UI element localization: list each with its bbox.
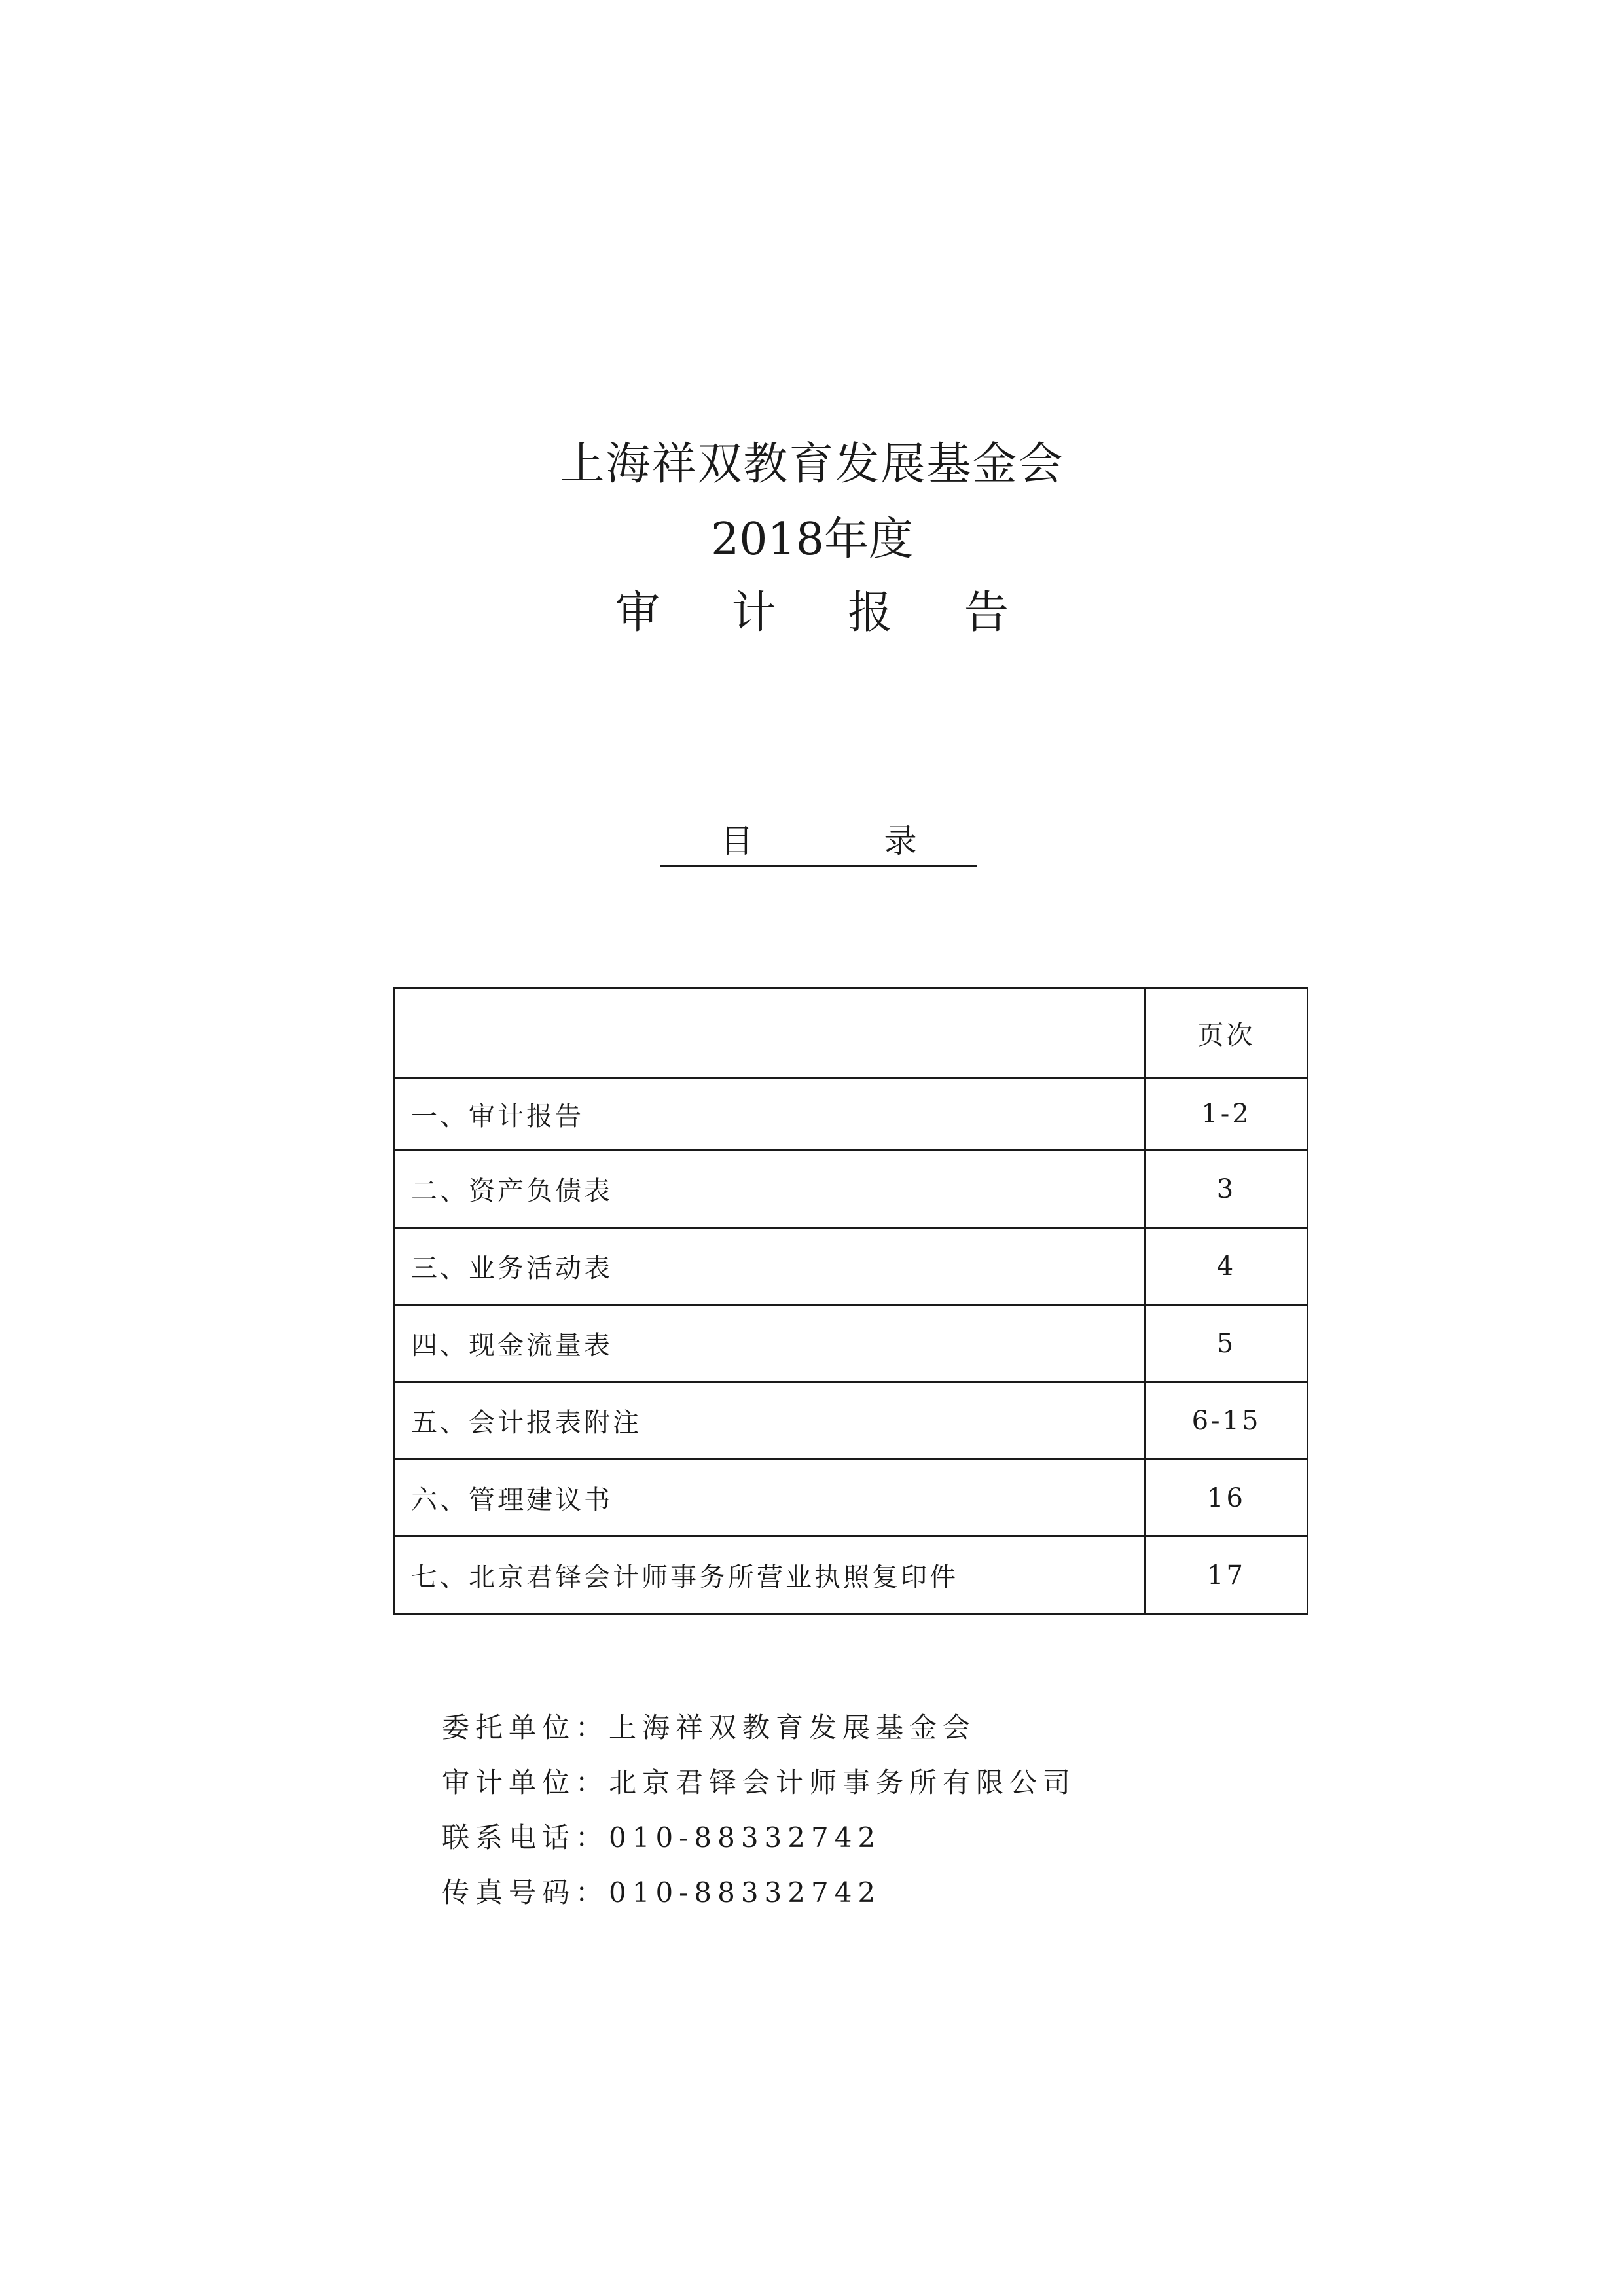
toc-item-page: 6-15 [1146,1382,1308,1460]
toc-item-page: 1-2 [1146,1078,1308,1151]
report-title: 审 计 报 告 [615,587,1038,639]
client-line [442,1700,1076,1755]
toc-item-page: 16 [1146,1460,1308,1537]
toc-table [393,987,1308,1615]
auditor-label: 审计单位： [442,1767,609,1799]
toc-heading-wrapper [0,815,1624,867]
fax-value: 010-88332742 [609,1876,882,1909]
contact-block [442,1700,1076,1920]
toc-page-column-header: 页次 [1146,988,1308,1078]
fax-label: 传真号码： [442,1876,609,1909]
table-row [394,1382,1308,1460]
phone-label: 联系电话： [442,1821,609,1854]
toc-item-page: 5 [1146,1305,1308,1382]
toc-heading: 目 录 [660,815,977,867]
phone-line [442,1810,1076,1865]
toc-item-label: 七、北京君铎会计师事务所营业执照复印件 [394,1537,1146,1614]
toc-header-row [394,988,1308,1078]
toc-item-page: 4 [1146,1228,1308,1305]
client-value: 上海祥双教育发展基金会 [609,1712,977,1744]
auditor-line [442,1755,1076,1810]
toc-item-label: 一、审计报告 [394,1078,1146,1151]
organization-title: 上海祥双教育发展基金会 [560,439,1064,490]
table-row [394,1537,1308,1614]
table-row [394,1228,1308,1305]
fax-line [442,1865,1076,1920]
toc-item-label: 三、业务活动表 [394,1228,1146,1305]
table-row [394,1078,1308,1151]
toc-item-label: 六、管理建议书 [394,1460,1146,1537]
toc-item-label: 四、现金流量表 [394,1305,1146,1382]
report-year: 2018年度 [710,514,914,565]
table-row [394,1151,1308,1228]
table-row [394,1305,1308,1382]
client-label: 委托单位： [442,1712,609,1744]
toc-item-page: 17 [1146,1537,1308,1614]
toc-header-blank [394,988,1146,1078]
table-row [394,1460,1308,1537]
phone-value: 010-88332742 [609,1821,882,1854]
toc-item-label: 五、会计报表附注 [394,1382,1146,1460]
auditor-value: 北京君铎会计师事务所有限公司 [609,1767,1077,1799]
toc-item-page: 3 [1146,1151,1308,1228]
toc-item-label: 二、资产负债表 [394,1151,1146,1228]
